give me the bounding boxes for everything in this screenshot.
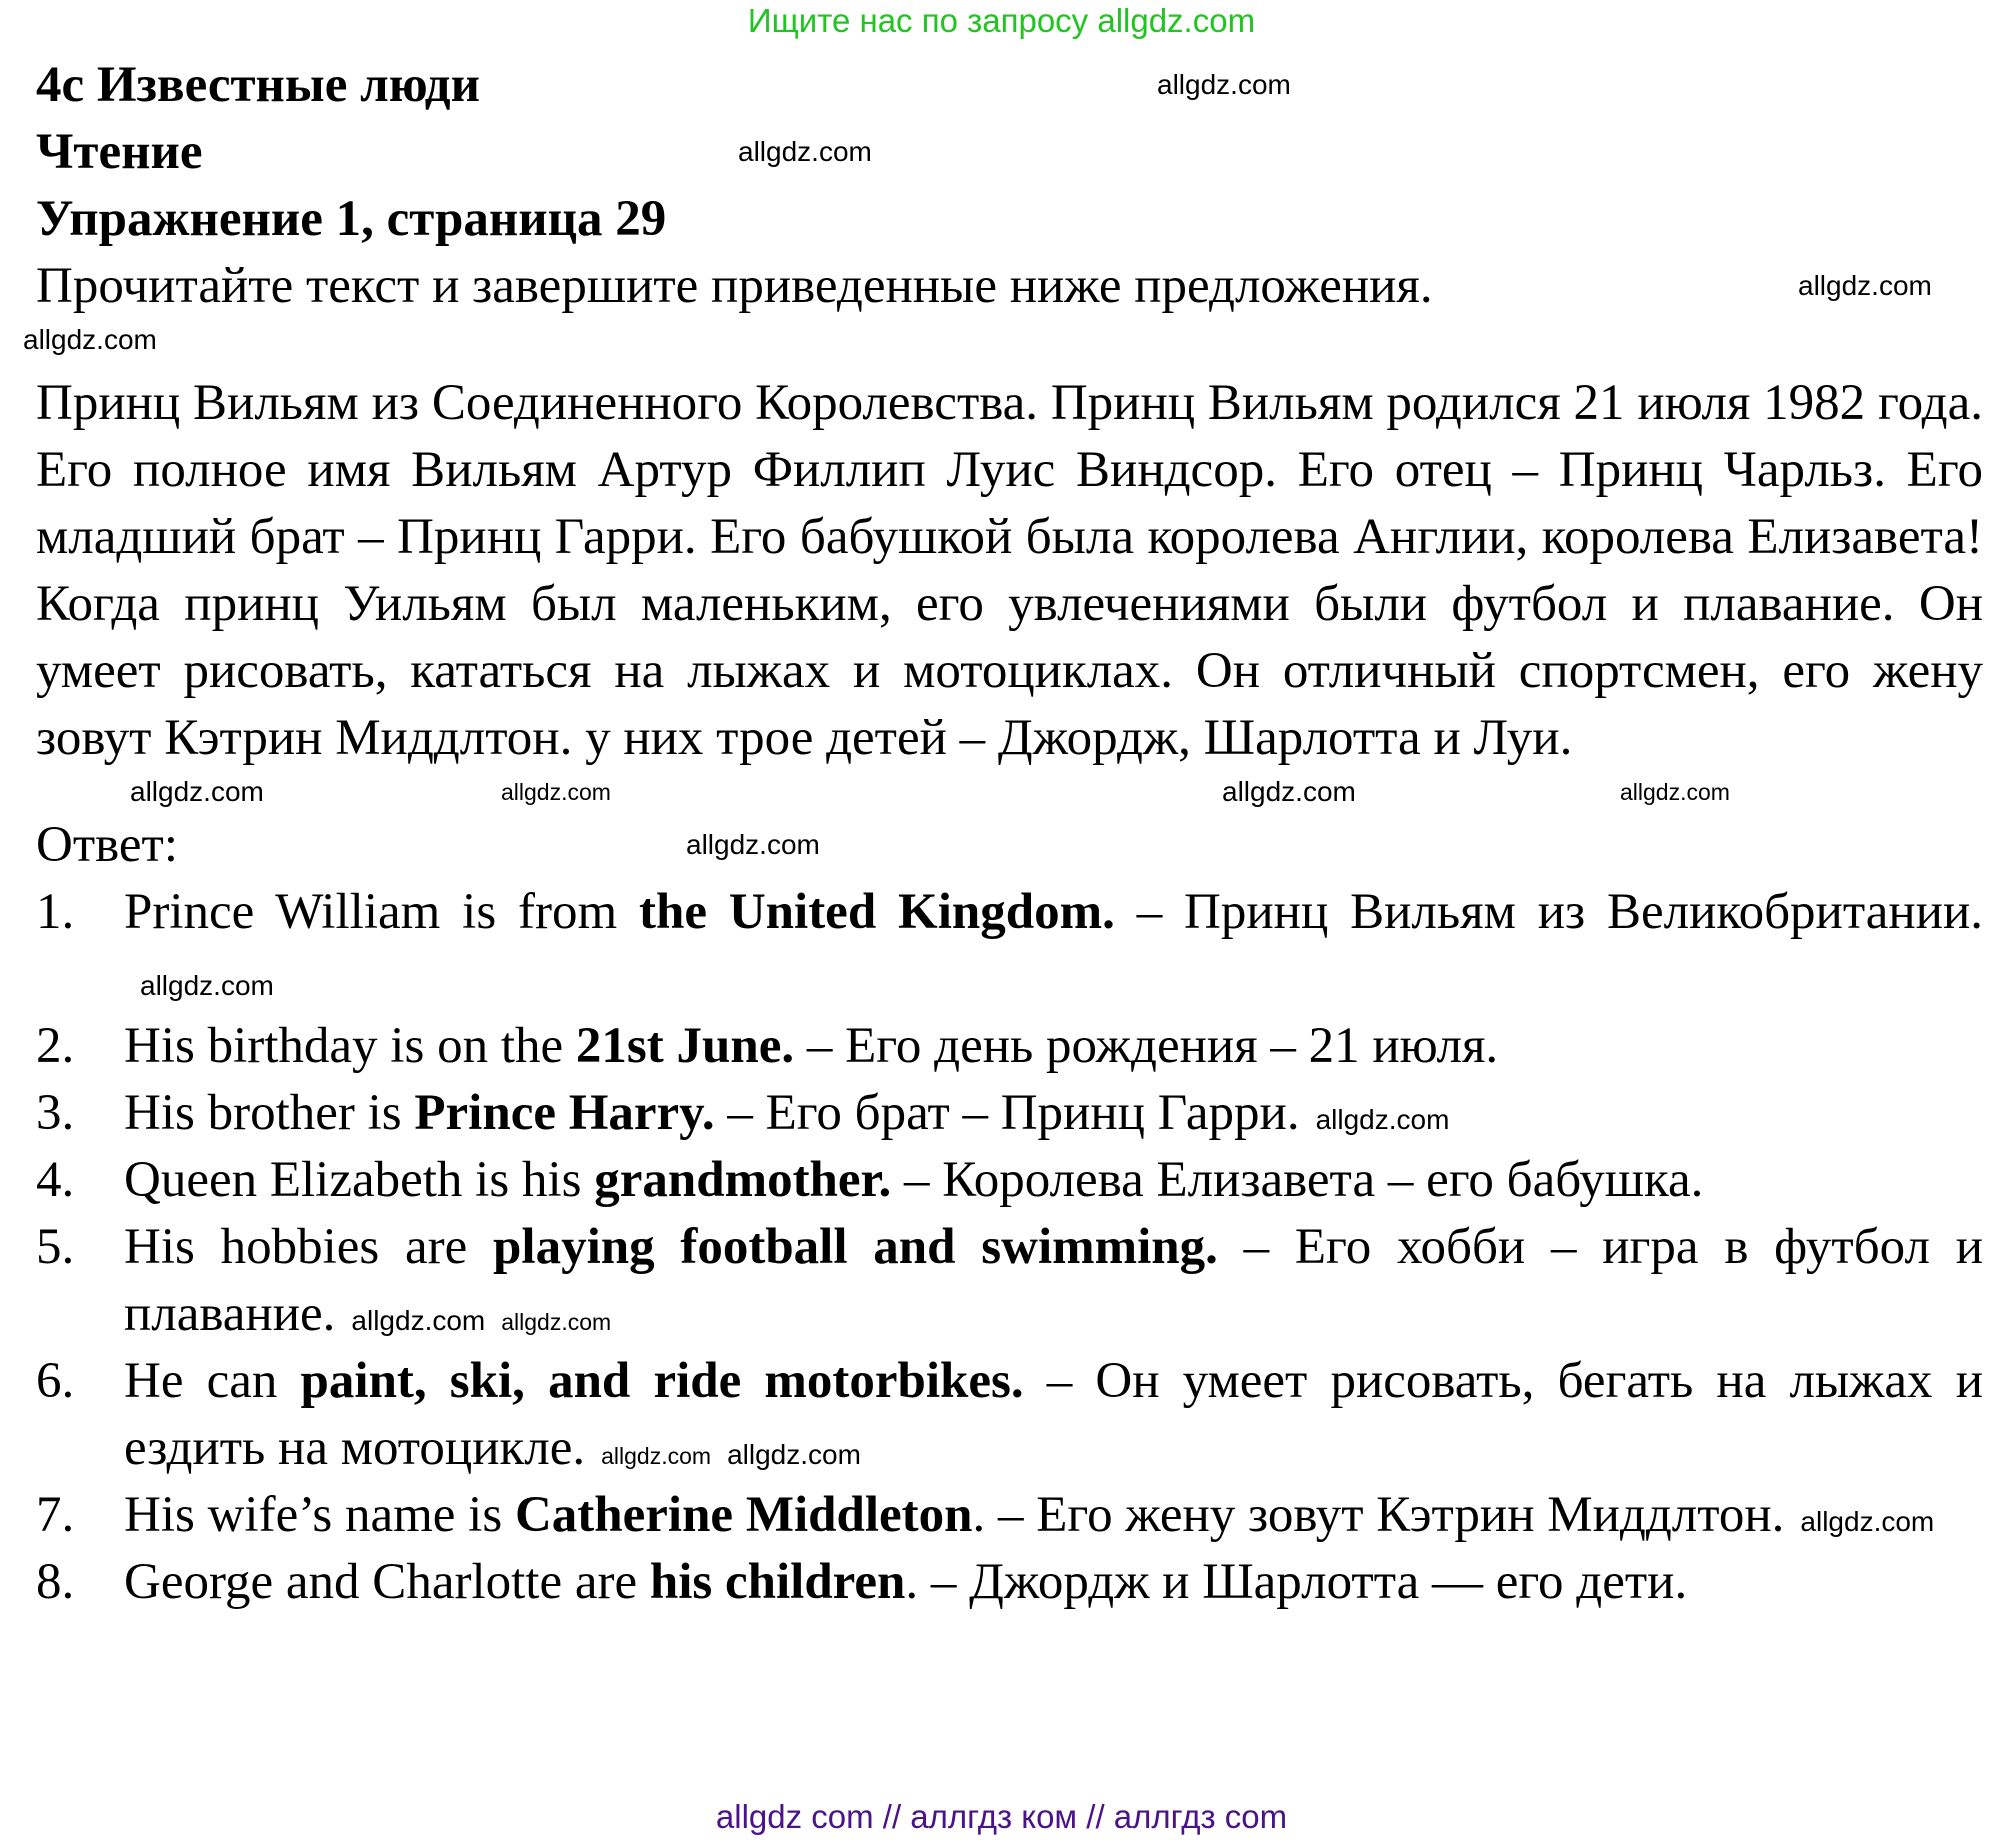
answer-item: [36, 1214, 1983, 1348]
answer-translation: . – Его жену зовут Кэтрин Миддлтон.: [972, 1487, 1785, 1543]
answer-number: 5.: [36, 1219, 75, 1275]
answer-text: [124, 1147, 1983, 1214]
answer-key: Catherine Middleton: [514, 1487, 973, 1543]
answer-item: [36, 1080, 1983, 1147]
unit-title: 4c Известные люди: [36, 57, 480, 113]
page-content: [23, 52, 1983, 1616]
answer-prompt: George and Charlotte are: [124, 1554, 650, 1610]
watermark-row: [23, 320, 1983, 360]
instruction: Прочитайте текст и завершите приведенные ниже предложения.: [36, 258, 1433, 314]
answer-key: the United Kingdom.: [639, 884, 1115, 940]
answer-item: [36, 1013, 1983, 1080]
footer-watermark: allgdz com // аллгдз ком // аллгдз com: [715, 1798, 1288, 1835]
answer-item: [36, 1549, 1983, 1616]
watermark: allgdz.com: [23, 324, 157, 355]
watermark: allgdz.com: [1315, 1104, 1450, 1135]
answer-number: 1.: [36, 884, 75, 940]
answer-text: [124, 1482, 1983, 1549]
answer-translation: – Королева Елизавета – его бабушка.: [891, 1152, 1704, 1208]
answer-key: paint, ski, and ride motorbikes.: [300, 1353, 1024, 1409]
watermark: allgdz.com: [727, 1439, 861, 1470]
answer-prompt: His brother is: [124, 1085, 415, 1141]
answer-text: [124, 1549, 1983, 1616]
answer-translation: – Его день рождения – 21 июля.: [794, 1018, 1499, 1074]
answer-number: 2.: [36, 1018, 75, 1074]
answer-prompt: Prince William is from: [124, 884, 639, 940]
section-title-row: [36, 119, 1983, 186]
answer-number: 4.: [36, 1152, 75, 1208]
answer-label-row: [36, 812, 1983, 879]
answer-label: Ответ:: [36, 817, 178, 873]
answer-text: [124, 879, 1983, 1013]
answer-key: grandmother.: [594, 1152, 892, 1208]
watermark: allgdz.com: [1800, 1506, 1935, 1537]
answer-translation: – Его хобби – игра в футбол и плавание.: [124, 1219, 1983, 1342]
answer-prompt: He can: [124, 1353, 301, 1409]
unit-title-row: [36, 52, 1983, 119]
answer-translation: . – Джордж и Шарлотта — его дети.: [905, 1554, 1688, 1610]
watermark: allgdz.com: [1222, 776, 1356, 807]
answer-item: [36, 1147, 1983, 1214]
answer-item: [36, 879, 1983, 1013]
watermark-row: [36, 772, 1983, 812]
answer-prompt: His birthday is on the: [124, 1018, 576, 1074]
answer-translation: – Принц Вильям из Великобритании.: [1114, 884, 1983, 940]
answer-text: [124, 1348, 1983, 1482]
answer-translation: – Его брат – Принц Гарри.: [714, 1085, 1300, 1141]
answer-text: [124, 1013, 1983, 1080]
answer-item: [36, 1482, 1983, 1549]
watermark: allgdz.com: [1157, 69, 1291, 100]
answer-prompt: His hobbies are: [124, 1219, 494, 1275]
watermark: allgdz.com: [1798, 270, 1932, 301]
answer-prompt: His wife’s name is: [124, 1487, 515, 1543]
watermark: allgdz.com: [601, 1443, 712, 1469]
watermark: allgdz.com: [140, 970, 274, 1001]
reading-text: Принц Вильям из Соединенного Королевства. Принц Вильям родился 21 июля 1982 года. Его полное имя Вильям Артур Филлип Луис Виндсор. Его отец – Принц Чарльз. Его младший брат – Принц Гарри. Его бабушкой была королева Англии, королева Елизавета! Когда принц Уильям был маленьким, его увлечениями были футбол и плавание. Он умеет рисовать, кататься на лыжах и мотоциклах. Он отличный спортсмен, его жену зовут Кэтрин Миддлтон. у них трое детей – Джордж, Шарлотта и Луи.: [36, 375, 1983, 766]
exercise-title-row: [36, 186, 1983, 253]
instruction-row: [36, 253, 1983, 320]
answer-list: [36, 879, 1983, 1616]
watermark: allgdz.com: [686, 829, 820, 860]
watermark: allgdz.com: [501, 1309, 612, 1335]
answer-prompt: Queen Elizabeth is his: [124, 1152, 595, 1208]
section-title: Чтение: [36, 124, 203, 180]
answer-number: 6.: [36, 1353, 75, 1409]
answer-number: 8.: [36, 1554, 75, 1610]
answer-text: [124, 1080, 1983, 1147]
watermark: allgdz.com: [501, 779, 611, 805]
answer-key: his children: [649, 1554, 906, 1610]
answer-number: 7.: [36, 1487, 75, 1543]
answer-key: Prince Harry.: [414, 1085, 715, 1141]
watermark: allgdz.com: [738, 136, 872, 167]
answer-text: [124, 1214, 1983, 1348]
watermark: allgdz.com: [1620, 779, 1730, 805]
answer-item: [36, 1348, 1983, 1482]
watermark: allgdz.com: [351, 1305, 486, 1336]
answer-number: 3.: [36, 1085, 75, 1141]
answer-key: 21st June.: [575, 1018, 795, 1074]
watermark: allgdz.com: [130, 776, 264, 807]
search-banner: Ищите нас по запросу allgdz.com: [747, 2, 1256, 39]
answer-key: playing football and swimming.: [493, 1219, 1218, 1275]
exercise-title: Упражнение 1, страница 29: [36, 191, 667, 247]
answer-translation: – Он умеет рисовать, бегать на лыжах и ездить на мотоцикле.: [124, 1353, 1983, 1476]
